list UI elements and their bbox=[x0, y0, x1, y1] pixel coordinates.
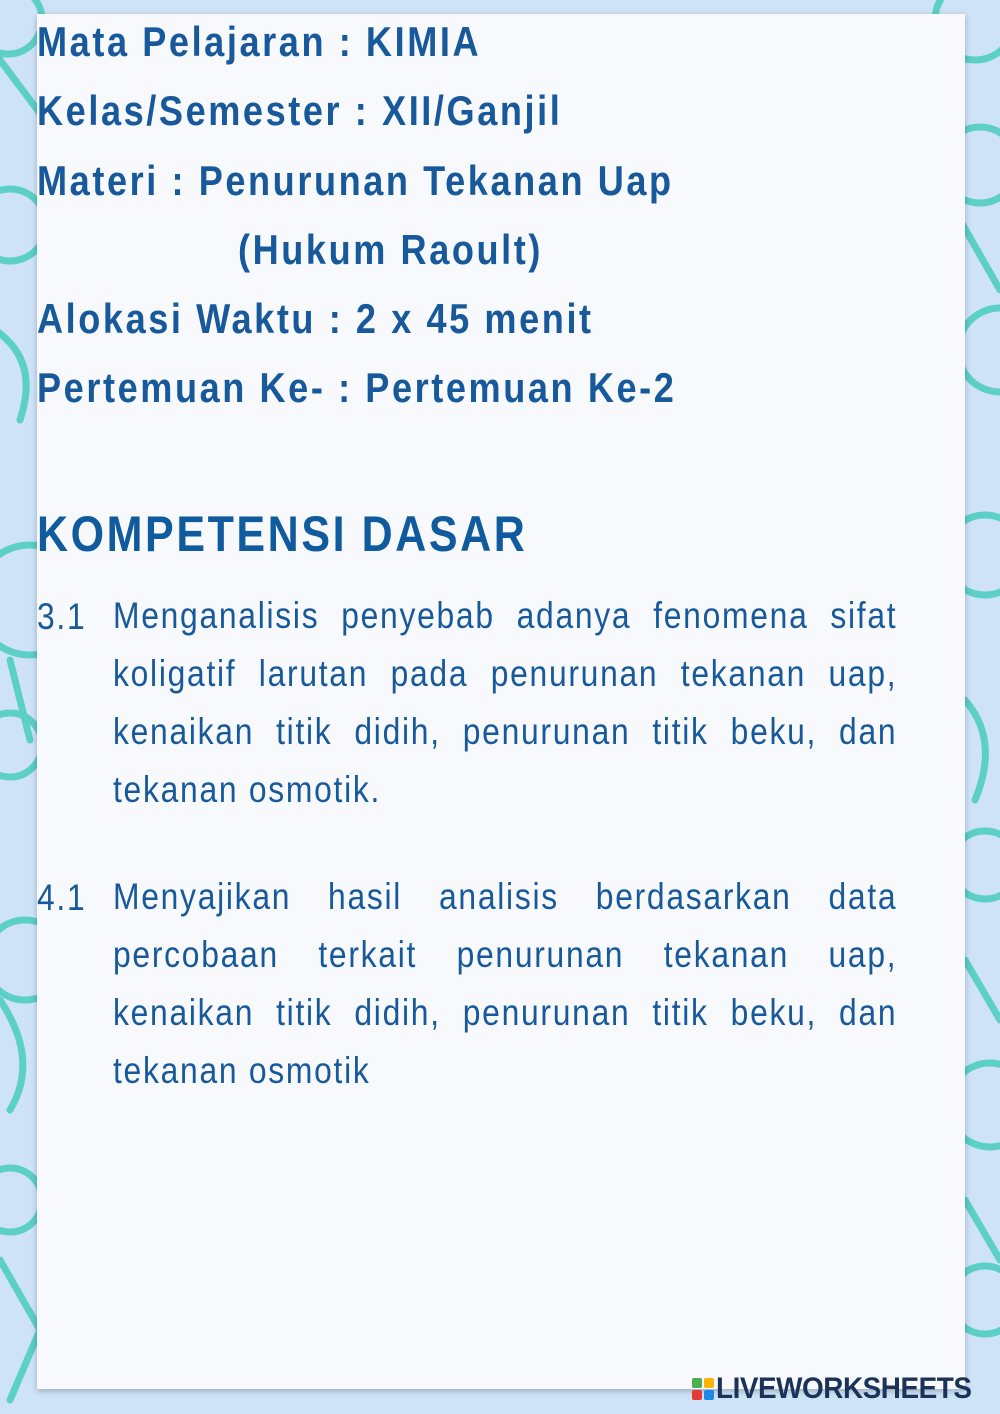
subject-line: Mata Pelajaran : KIMIA bbox=[37, 18, 482, 65]
competency-text: Menyajikan hasil analisis berdasarkan data percobaan terkait penurunan tekanan uap, kenaikan titik didih, penurunan titik beku, dan tekanan osmotik bbox=[113, 876, 898, 1091]
competency-number: 4.1 bbox=[37, 877, 87, 918]
material-line: Materi : Penurunan Tekanan Uap bbox=[37, 157, 674, 204]
time-allocation-line: Alokasi Waktu : 2 x 45 menit bbox=[37, 295, 594, 342]
liveworksheets-wordmark: LIVEWORKSHEETS bbox=[716, 1372, 972, 1405]
material-continuation: (Hukum Raoult) bbox=[238, 226, 544, 273]
class-semester-line: Kelas/Semester : XII/Ganjil bbox=[37, 87, 563, 134]
section-title: KOMPETENSI DASAR bbox=[37, 506, 528, 562]
competency-text: Menganalisis penyebab adanya fenomena sifat koligatif larutan pada penurunan tekanan uap, kenaikan titik didih, penurunan titik beku, dan tekanan osmotik. bbox=[113, 595, 898, 810]
liveworksheets-logo-icon bbox=[692, 1378, 714, 1400]
meeting-line: Pertemuan Ke- : Pertemuan Ke-2 bbox=[37, 364, 677, 411]
competency-number: 3.1 bbox=[37, 596, 87, 637]
